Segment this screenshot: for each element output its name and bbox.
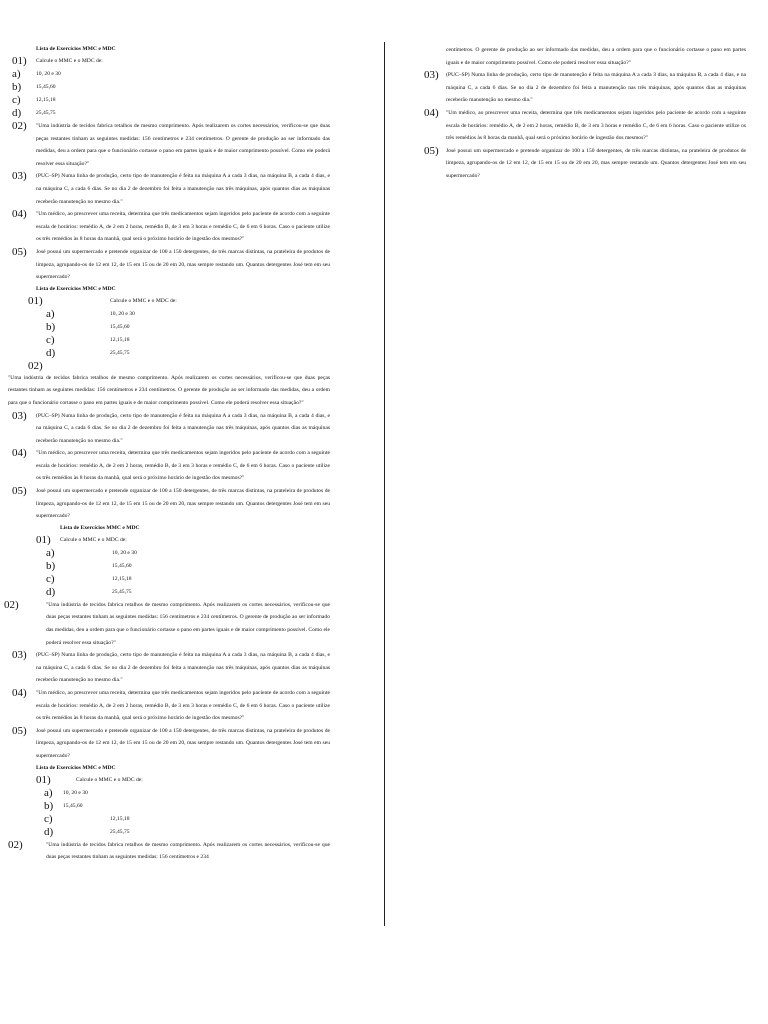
question-text: Calcule o MMC e o MDC de:: [36, 58, 103, 64]
question-02: [8, 120, 330, 170]
question-text: (PUC–SP) Numa linha de produção, certo tipo de manutenção é feita na máquina A a cada 3 dias, na máquina B, a cada 4 dias, e na máquina C, a cada 6 dias. Se no dia 2 de dezembro foi feita a manutenção nas três máquinas, após quantos dias as máquinas receberão manutenção no mesmo dia.": [446, 72, 746, 104]
item-text: 15,45,60: [112, 562, 132, 569]
item-text: 10, 20 e 30: [110, 310, 135, 317]
item-letter: b): [46, 320, 56, 333]
question-04: [8, 687, 330, 725]
question-text: Calcule o MMC e o MDC de:: [76, 776, 143, 783]
question-number: 02): [4, 598, 19, 611]
item-a: [8, 787, 330, 800]
exercise-list-3: [4, 523, 330, 763]
right-column: [418, 44, 746, 183]
item-text: 25,45,75: [36, 110, 56, 116]
question-03: [8, 410, 330, 448]
item-text: 25,45,75: [110, 349, 130, 356]
question-number: 04): [12, 687, 27, 699]
item-text: 10, 20 e 30: [63, 789, 88, 796]
item-text: 12,15,18: [112, 575, 132, 582]
question-text: José possui um supermercado e pretende organizar de 100 a 150 detergentes, de três marcas distintas, na prateleira de produtos de limpeza, agrupando-os de 12 em 12, de 15 em 15 ou de 20 em 20, mas sempre restando um. Quantos detergentes José tem em seu supermercado?: [36, 727, 330, 759]
item-letter: b): [46, 559, 56, 572]
item-d: [8, 586, 330, 599]
question-01: [8, 774, 330, 787]
item-d: [8, 347, 330, 360]
question-text: centímetros. O gerente de produção ao ser informado das medidas, deu a ordem para que o funcionário cortasse o pano em partes iguais e de maior comprimento possível. Como ele poderá resolver essa situação?": [446, 47, 746, 66]
question-text: "Uma indústria de tecidos fabrica retalhos de mesmo comprimento. Após realizarem os cortes necessários, verificou-se que duas peças restantes tinham as seguintes medidas: 156 centímetros e 234: [46, 841, 330, 861]
item-letter: a): [12, 68, 21, 80]
item-text: 10, 20 e 30: [112, 549, 137, 556]
item-letter: c): [12, 94, 21, 106]
question-number: 03): [12, 170, 27, 183]
question-number: 01): [36, 773, 51, 786]
question-text: "Uma indústria de tecidos fabrica retalhos de mesmo comprimento. Após realizarem os cortes necessários, verificou-se que duas peças restantes tinham as seguintes medidas: 156 centímetros e 234 centímetros. O gerente de produção ao ser informado das medidas, deu a ordem para que o funcionário cortasse o pano em partes iguais e de maior comprimento possível. Como ele poderá resolver essa situação?": [36, 123, 330, 167]
list-title: Lista de Exercícios MMC e MDC: [60, 524, 140, 531]
question-text: José possui um supermercado e pretende organizar de 100 a 150 detergentes, de três marcas distintas, na prateleira de produtos de limpeza, agrupando-os de 12 em 12, de 15 em 15 ou de 20 em 20, mas sempre restando um. Quantos detergentes José tem em seu supermercado?: [36, 488, 330, 520]
list-title: Lista de Exercícios MMC e MDC: [36, 285, 116, 292]
item-text: 15,45,60: [63, 802, 83, 809]
question-number: 04): [424, 106, 439, 119]
item-a: [8, 547, 330, 560]
question-02-continuation: [418, 44, 746, 69]
question-05: [8, 246, 330, 284]
question-01: [8, 534, 330, 547]
question-text: "Um médico, ao prescrever uma receita, determina que três medicamentos sejam ingeridos pelo paciente de acordo com a seguinte escala de horários: remédio A, de 2 em 2 horas, remédio B, de 3 em 3 horas e remédio C, de 6 em 6 horas. Caso o paciente utilize os três remédios às 8 horas da manhã, qual será o próximo horário de ingestão dos mesmos?": [36, 450, 330, 482]
item-letter: d): [46, 346, 56, 359]
item-letter: b): [12, 81, 22, 93]
item-c: [8, 573, 330, 586]
question-number: 02): [28, 359, 43, 372]
question-number: 02): [12, 120, 27, 132]
item-b: [8, 81, 330, 94]
exercise-list-2: [8, 284, 330, 523]
question-text: "Um médico, ao prescrever uma receita, determina que três medicamentos sejam ingeridos pelo paciente de acordo com a seguinte escala de horários: remédio A, de 2 em 2 horas, remédio B, de 3 em 3 horas e remédio C, de 6 em 6 horas. Caso o paciente utilize os três remédios às 8 horas da manhã, qual será o próximo horário de ingestão dos mesmos?": [36, 690, 330, 722]
item-text: 12,15,18: [110, 815, 130, 822]
item-text: 15,45,60: [110, 323, 130, 330]
item-d: [8, 107, 330, 120]
question-text: "Uma indústria de tecidos fabrica retalhos de mesmo comprimento. Após realizarem os cortes necessários, verificou-se que duas peças restantes tinham as seguintes medidas: 156 centímetros e 234 centímetros. O gerente de produção ao ser informado das medidas, deu a ordem para que o funcionário cortasse o pano em partes iguais e de maior comprimento possível. Como ele poderá resolver essa situação?": [46, 601, 330, 646]
item-a: [8, 68, 330, 81]
item-letter: d): [12, 107, 22, 119]
question-02-partial: [8, 839, 330, 864]
item-c: [8, 94, 330, 107]
question-number: 04): [12, 208, 27, 221]
question-number: 01): [12, 55, 27, 67]
question-05: [418, 145, 746, 183]
left-column: [4, 44, 330, 864]
question-04: [8, 208, 330, 246]
item-d: [8, 826, 330, 839]
question-number: 05): [12, 485, 27, 498]
question-number: 03): [424, 69, 439, 82]
item-letter: a): [44, 786, 53, 799]
question-text: Calcule o MMC e o MDC de:: [110, 297, 177, 304]
item-letter: a): [46, 546, 55, 559]
question-02: [8, 372, 330, 410]
question-number: 05): [12, 724, 27, 737]
question-text: (PUC–SP) Numa linha de produção, certo tipo de manutenção é feita na máquina A a cada 3 dias, na máquina B, a cada 4 dias, e na máquina C, a cada 6 dias. Se no dia 2 de dezembro foi feita a manutenção nas três máquinas, após quantos dias as máquinas receberão manutenção no mesmo dia.": [36, 173, 330, 205]
item-letter: d): [44, 825, 54, 838]
question-01: [8, 55, 330, 68]
item-c: [8, 813, 330, 826]
item-c: [8, 334, 330, 347]
question-number: 05): [12, 245, 27, 258]
list-title: Lista de Exercícios MMC e MDC: [36, 46, 116, 52]
question-number: 01): [28, 294, 43, 307]
item-letter: c): [46, 572, 55, 585]
question-text: "Um médico, ao prescrever uma receita, determina que três medicamentos sejam ingeridos pelo paciente de acordo com a seguinte escala de horários: remédio A, de 2 em 2 horas, remédio B, de 3 em 3 horas e remédio C, de 6 em 6 horas. Caso o paciente utilize os três remédios às 8 horas da manhã, qual será o próximo horário de ingestão dos mesmos?": [446, 109, 746, 142]
question-text: "Uma indústria de tecidos fabrica retalhos de mesmo comprimento. Após realizarem os cortes necessários, verificou-se que duas peças restantes tinham as seguintes medidas: 156 centímetros e 234 centímetros. O gerente de produção ao ser informado das medidas, deu a ordem para que o funcionário cortasse o pano em partes iguais e de maior comprimento possível. Como ele poderá resolver essa situação?": [8, 374, 330, 406]
column-divider: [384, 42, 385, 926]
item-letter: a): [46, 307, 55, 320]
question-number: 03): [12, 409, 27, 422]
item-a: [8, 308, 330, 321]
question-number: 03): [12, 649, 27, 662]
item-text: 25,45,75: [110, 828, 130, 835]
question-02: [4, 598, 330, 649]
item-b: [8, 800, 330, 813]
item-text: 25,45,75: [112, 588, 132, 595]
question-number: 05): [424, 144, 439, 157]
question-text: (PUC–SP) Numa linha de produção, certo tipo de manutenção é feita na máquina A a cada 3 dias, na máquina B, a cada 4 dias, e na máquina C, a cada 6 dias. Se no dia 2 de dezembro foi feita a manutenção nas três máquinas, após quantos dias as máquinas receberão manutenção no mesmo dia.": [36, 652, 330, 684]
question-05: [8, 485, 330, 523]
item-letter: d): [46, 585, 56, 598]
item-b: [8, 560, 330, 573]
item-letter: b): [44, 799, 54, 812]
question-number: 04): [12, 447, 27, 460]
question-02-number-row: [8, 360, 330, 372]
question-text: "Um médico, ao prescrever uma receita, determina que três medicamentos sejam ingeridos pelo paciente de acordo com a seguinte escala de horários: remédio A, de 2 em 2 horas, remédio B, de 3 em 3 horas e remédio C, de 6 em 6 horas. Caso o paciente utilize os três remédios às 8 horas da manhã, qual será o próximo horário de ingestão dos mesmos?": [36, 211, 330, 243]
question-04: [418, 107, 746, 145]
question-05: [8, 725, 330, 763]
item-text: 12,15,18: [36, 97, 56, 103]
question-number: 02): [8, 838, 23, 851]
item-text: 15,45,60: [36, 84, 56, 90]
item-letter: c): [46, 333, 55, 346]
question-text: José possui um supermercado e pretende organizar de 100 a 150 detergentes, de três marcas distintas, na prateleira de produtos de limpeza, agrupando-os de 12 em 12, de 15 em 15 ou de 20 em 20, mas sempre restando um. Quantos detergentes José tem em seu supermercado?: [36, 248, 330, 281]
question-number: 01): [36, 533, 51, 546]
question-03: [8, 170, 330, 208]
exercise-list-1: [8, 44, 330, 284]
question-text: José possui um supermercado e pretende organizar de 100 a 150 detergentes, de três marcas distintas, na prateleira de produtos de limpeza, agrupando-os de 12 em 12, de 15 em 15 ou de 20 em 20, mas sempre restando um. Quantos detergentes José tem em seu supermercado?: [446, 147, 746, 179]
question-01: [8, 295, 330, 308]
question-03: [8, 649, 330, 687]
question-text: Calcule o MMC e o MDC de:: [60, 536, 127, 543]
item-b: [8, 321, 330, 334]
item-letter: c): [44, 812, 53, 825]
question-text: (PUC–SP) Numa linha de produção, certo tipo de manutenção é feita na máquina A a cada 3 dias, na máquina B, a cada 4 dias, e na máquina C, a cada 6 dias. Se no dia 2 de dezembro foi feita a manutenção nas três máquinas, após quantos dias as máquinas receberão manutenção no mesmo dia.": [36, 412, 330, 444]
question-04: [8, 447, 330, 485]
exercise-list-4: [8, 763, 330, 864]
list-title: Lista de Exercícios MMC e MDC: [36, 764, 116, 771]
question-03: [418, 69, 746, 107]
item-text: 10, 20 e 30: [36, 71, 61, 77]
item-text: 12,15,18: [110, 336, 130, 343]
